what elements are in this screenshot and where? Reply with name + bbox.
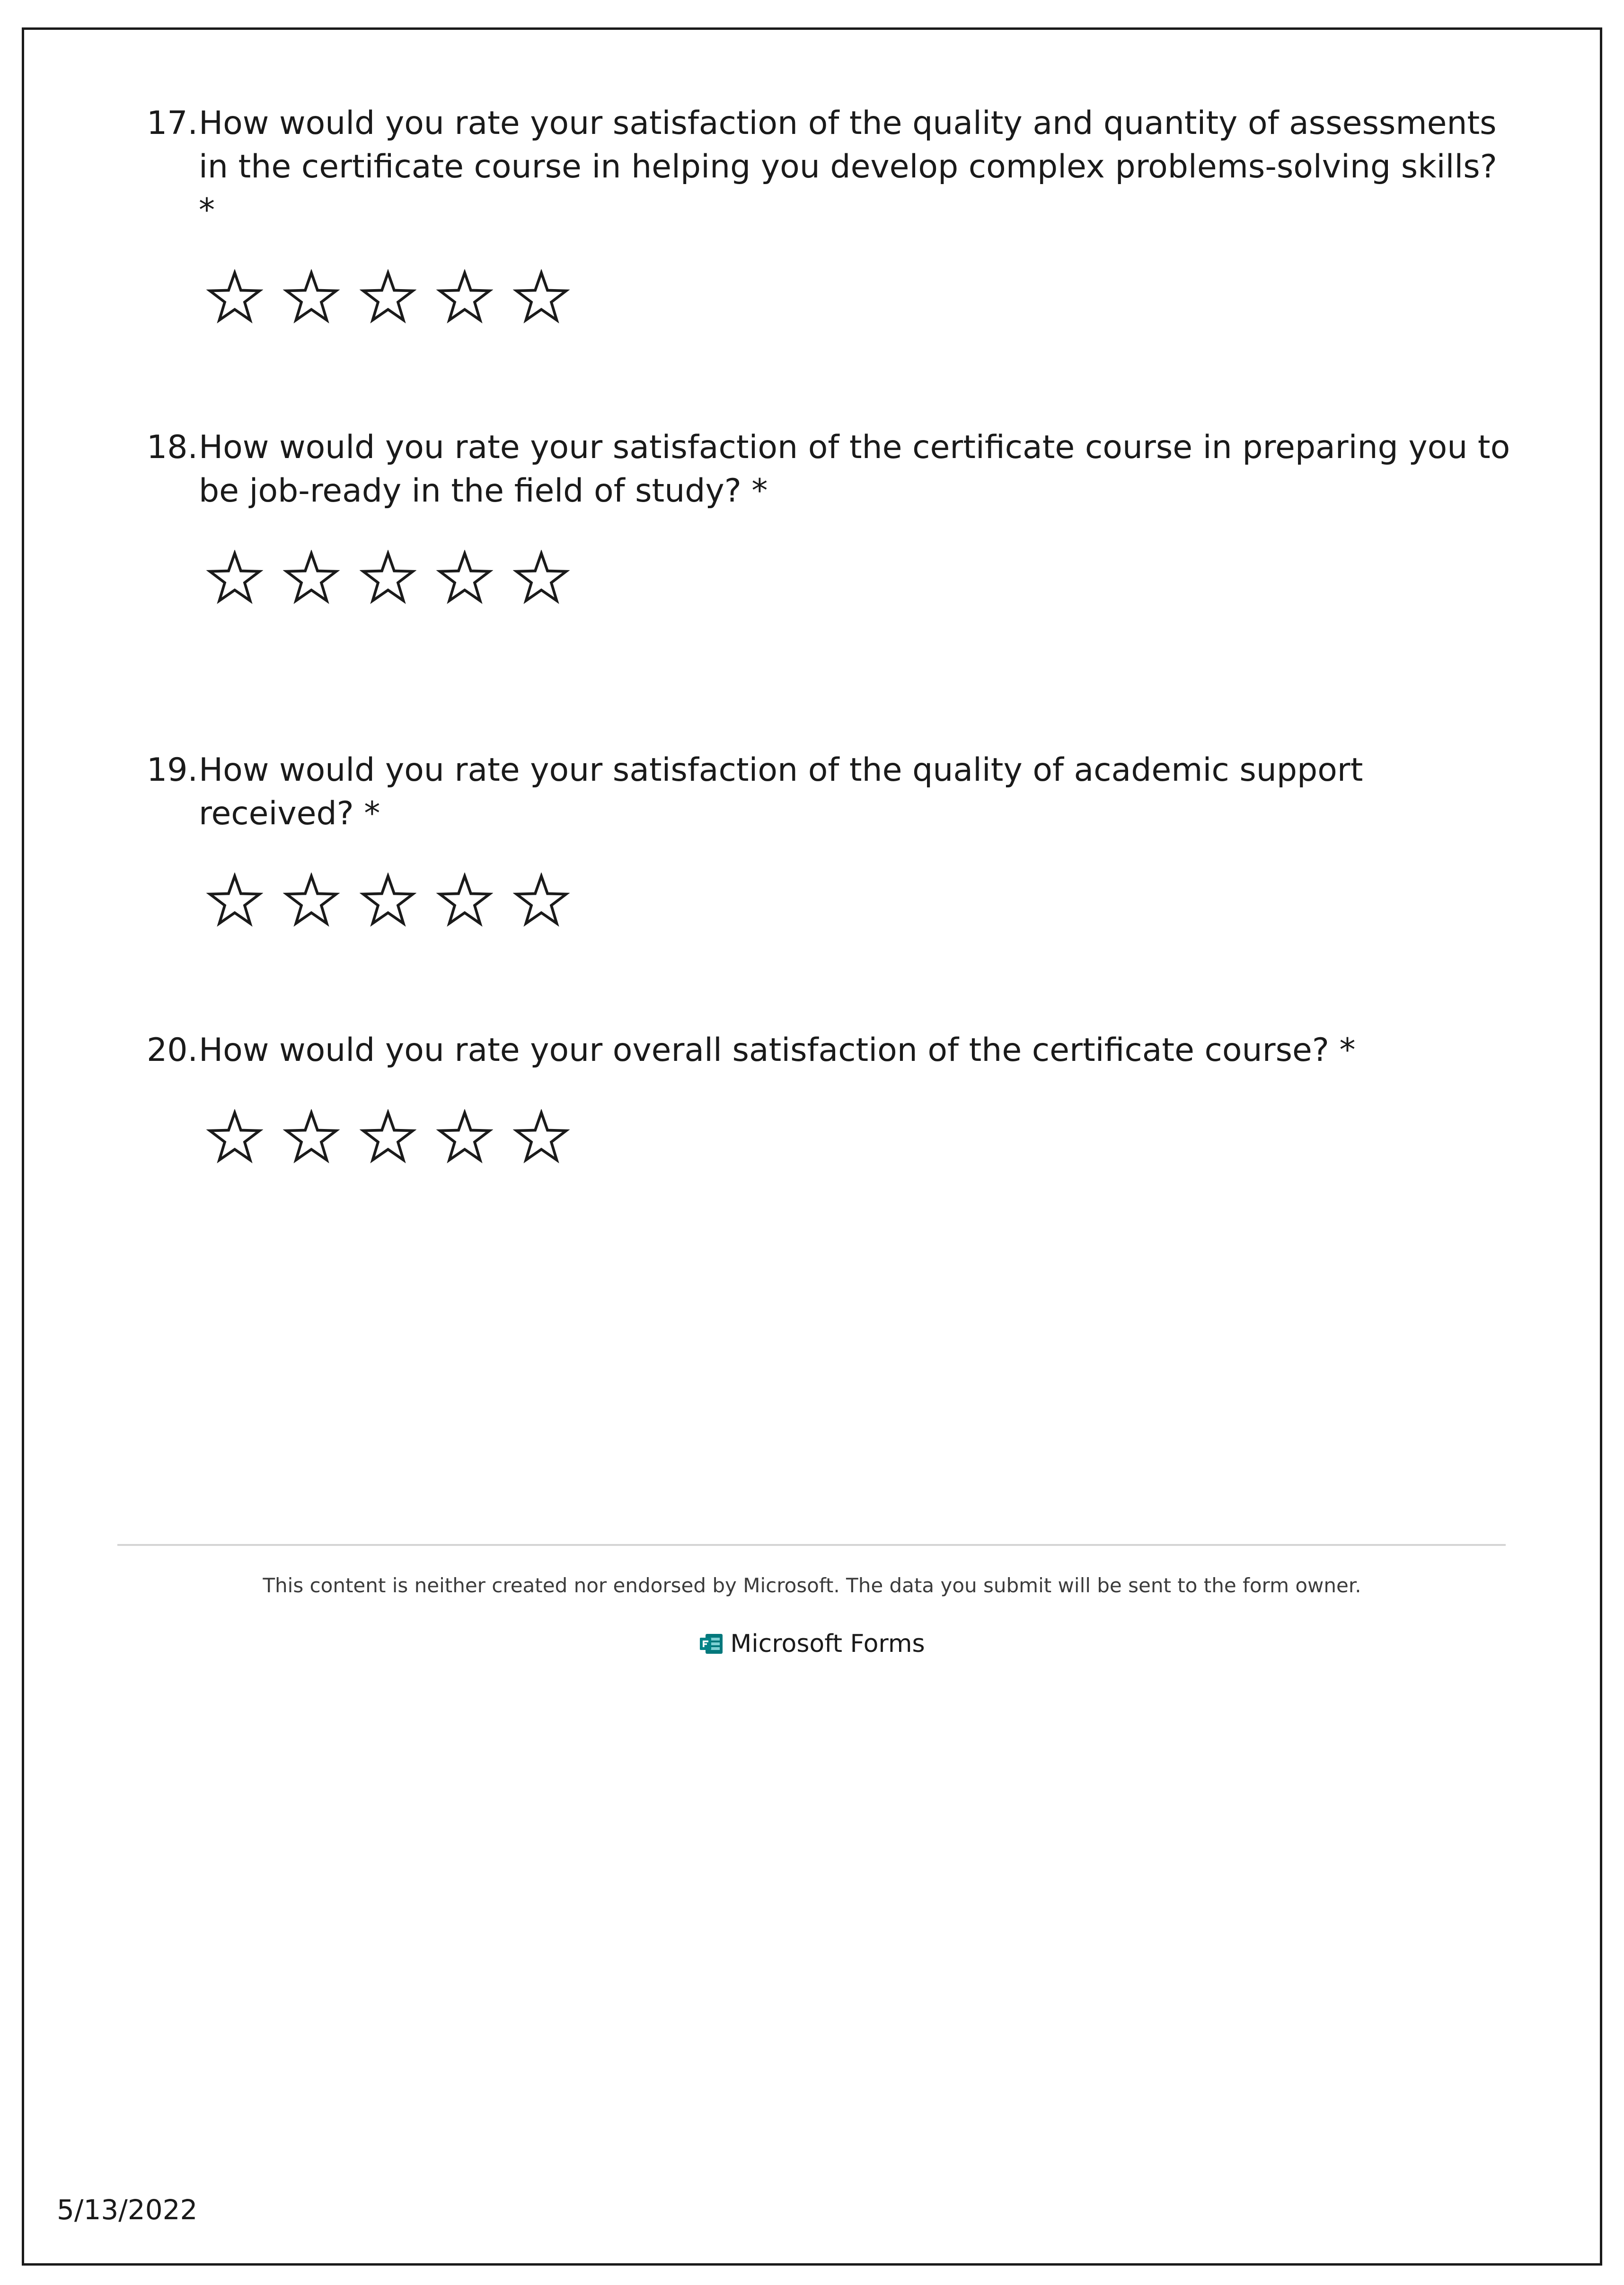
rating-star-2-icon[interactable] [283, 1109, 340, 1166]
rating-star-1-icon[interactable] [206, 1109, 263, 1166]
question-label: How would you rate your satisfaction of the quality and quantity of assessments in the certificate course in helping you develop complex problems-solving skills? * [199, 105, 1497, 229]
rating-star-3-icon[interactable] [360, 269, 416, 326]
question-label: How would you rate your satisfaction of the quality of academic support received? * [199, 751, 1363, 832]
question-20 [147, 1029, 1519, 1166]
print-date: 5/13/2022 [57, 2194, 198, 2226]
question-19 [147, 749, 1519, 929]
rating-star-2-icon[interactable] [283, 873, 340, 929]
rating-star-2-icon[interactable] [283, 550, 340, 607]
rating-stars [206, 1109, 1519, 1166]
rating-star-4-icon[interactable] [436, 873, 493, 929]
rating-star-4-icon[interactable] [436, 1109, 493, 1166]
rating-stars [206, 269, 1519, 326]
rating-stars [206, 550, 1519, 607]
rating-star-5-icon[interactable] [513, 873, 570, 929]
rating-star-4-icon[interactable] [436, 550, 493, 607]
question-number: 19. [147, 751, 198, 789]
question-17-text [147, 102, 1519, 232]
question-label: How would you rate your overall satisfaction of the certificate course? * [199, 1032, 1356, 1069]
rating-star-3-icon[interactable] [360, 550, 416, 607]
rating-star-4-icon[interactable] [436, 269, 493, 326]
rating-stars [206, 873, 1519, 929]
question-number: 17. [147, 105, 198, 142]
rating-star-5-icon[interactable] [513, 1109, 570, 1166]
footer-disclaimer: This content is neither created nor endorsed by Microsoft. The data you submit will be sent to the form owner. [263, 1574, 1361, 1597]
rating-star-3-icon[interactable] [360, 1109, 416, 1166]
question-number: 18. [147, 429, 198, 466]
footer-divider [117, 1544, 1506, 1546]
rating-star-5-icon[interactable] [513, 550, 570, 607]
question-label: How would you rate your satisfaction of the certificate course in preparing you to be job-ready in the field of study? * [199, 429, 1510, 510]
question-number: 20. [147, 1032, 198, 1069]
question-19-text [147, 749, 1519, 836]
footer-brand-label: Microsoft Forms [730, 1630, 925, 1658]
question-18 [147, 426, 1519, 607]
question-17 [147, 102, 1519, 326]
rating-star-1-icon[interactable] [206, 269, 263, 326]
rating-star-1-icon[interactable] [206, 550, 263, 607]
footer-brand [0, 1630, 1624, 1658]
question-18-text [147, 426, 1519, 513]
rating-star-2-icon[interactable] [283, 269, 340, 326]
rating-star-1-icon[interactable] [206, 873, 263, 929]
microsoft-forms-logo-icon [699, 1633, 724, 1655]
rating-star-3-icon[interactable] [360, 873, 416, 929]
question-20-text [147, 1029, 1519, 1072]
rating-star-5-icon[interactable] [513, 269, 570, 326]
